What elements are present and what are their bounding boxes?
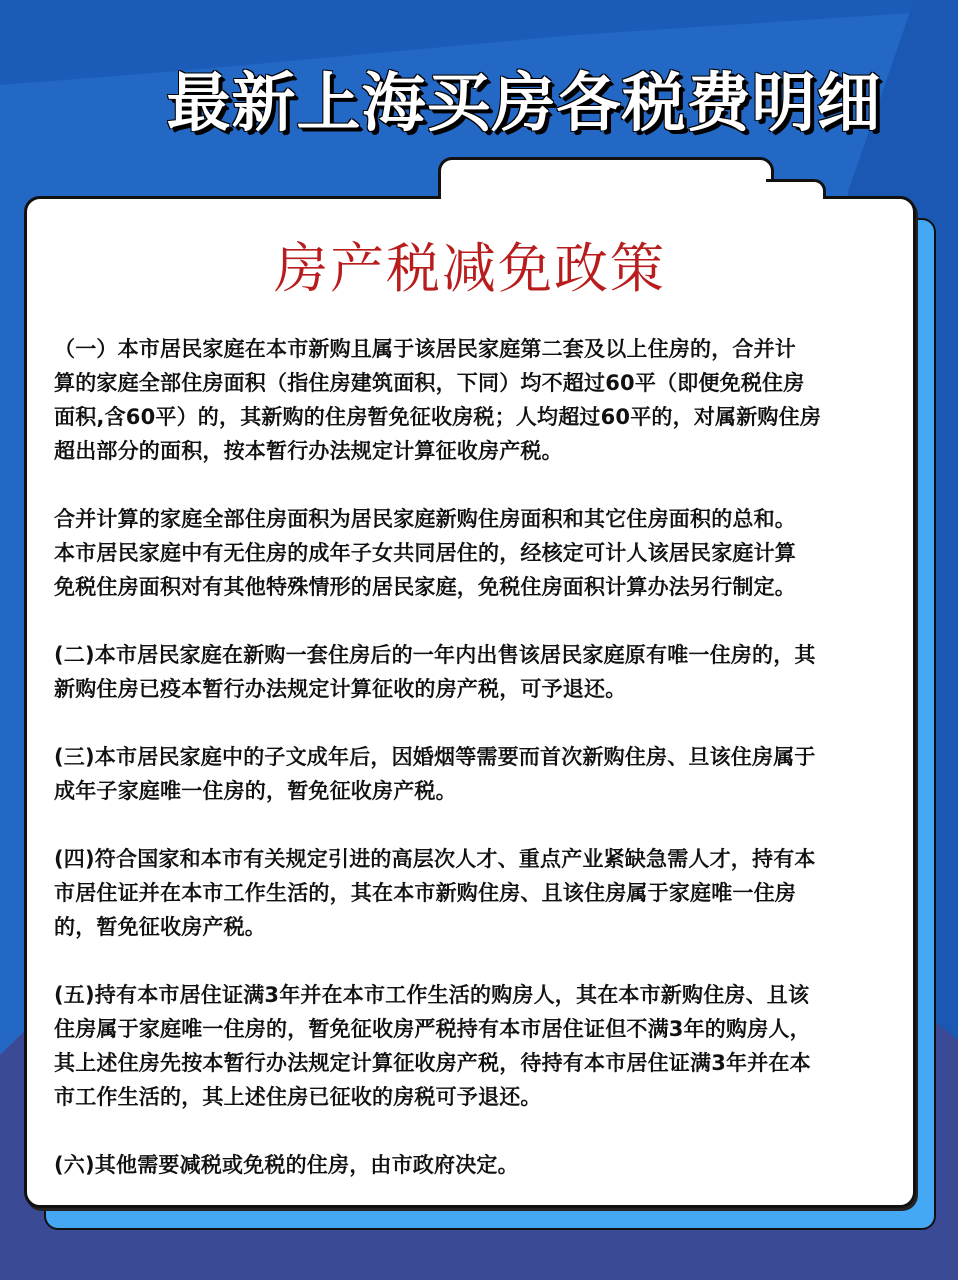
text-line: 成年子家庭唯一住房的，暂免征收房产税。 [54,779,457,803]
text-line: (三)本市居民家庭中的子文成年后，因婚烟等需要而首次新购住房、旦该住房属于 [54,745,816,769]
policy-paragraph-2 [54,502,912,604]
policy-paragraph-4 [54,740,912,808]
text-line: (六)其他需要减税或免税的住房，由市政府决定。 [54,1153,519,1177]
policy-paragraph-6 [54,978,912,1114]
text-line: 住房属于家庭唯一住房的，暂免征收房严税持有本市居住证但不满3年的购房人， [54,1017,811,1041]
text-line: (五)持有本市居住证满3年并在本市工作生活的购房人，其在本市新购住房、且该 [54,983,810,1007]
policy-paragraph-3 [54,638,912,706]
text-line: 其上述住房先按本暂行办法规定计算征收房产税，待持有本市居住证满3年并在本 [54,1051,811,1075]
text-line: （一）本市居民家庭在本市新购且属于该居民家庭第二套及以上住房的，合并计 [54,337,796,361]
page-title: 最新上海买房各税费明细 [166,67,882,141]
text-line: (二)本市居民家庭在新购一套住房后的一年内出售该居民家庭原有唯一住房的，其 [54,643,816,667]
text-line: 本市居民家庭中有无住房的成年子女共同居住的，经核定可计人该居民家庭计算 [54,541,796,565]
text-line: 合并计算的家庭全部住房面积为居民家庭新购住房面积和其它住房面积的总和。 [54,507,796,531]
policy-paragraph-5 [54,842,912,944]
text-line: 市工作生活的，其上述住房已征收的房税可予退还。 [54,1085,542,1109]
text-line: 市居住证并在本市工作生活的，其在本市新购住房、且该住房属于家庭唯一住房 [54,881,796,905]
text-line: 面积,含60平）的，其新购的住房暂免征收房税；人均超过60平的，对属新购住房 [54,405,822,429]
text-line: 的，暂免征收房产税。 [54,915,266,939]
text-line: 算的家庭全部住房面积（指住房建筑面积，下同）均不超过60平（即便免税住房 [54,371,805,395]
policy-content [54,332,912,1216]
section-title: 房产税减免政策 [274,237,666,300]
text-line: (四)符合国家和本市有关规定引进的高层次人才、重点产业紧缺急需人才，持有本 [54,847,816,871]
text-line: 免税住房面积对有其他特殊情形的居民家庭，免税住房面积计算办法另行制定。 [54,575,796,599]
policy-paragraph-7 [54,1148,912,1182]
text-line: 新购住房已疫本暂行办法规定计算征收的房产税，可予退还。 [54,677,627,701]
policy-paragraph-1 [54,332,912,468]
text-line: 超出部分的面积，按本暂行办法规定计算征收房产税。 [54,439,563,463]
folder-tab-join [441,190,823,204]
